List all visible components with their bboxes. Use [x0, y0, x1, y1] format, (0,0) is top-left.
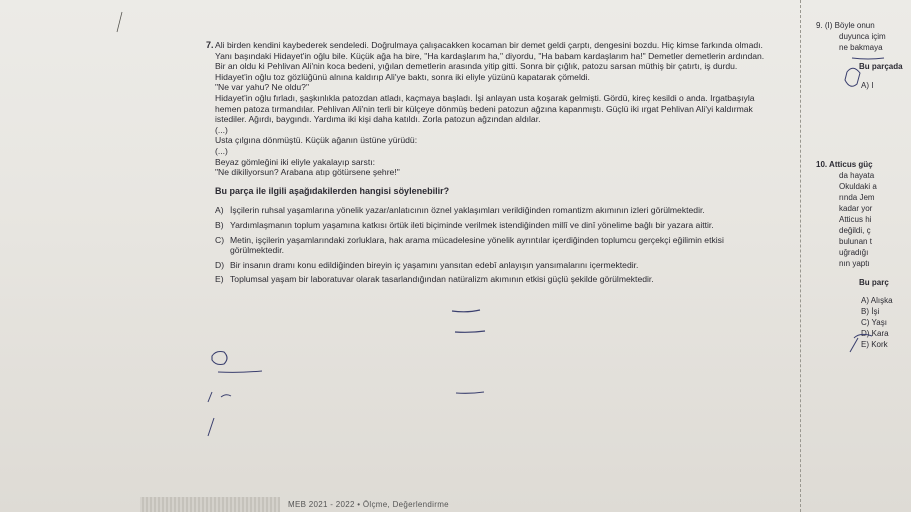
q9-stem: Bu parçada: [859, 62, 903, 71]
passage-paragraph: "Ne dikiliyorsun? Arabana atıp götürsene şehre!": [215, 167, 400, 178]
q10-line: nın yaptı: [839, 259, 870, 268]
q10-line: bulunan t: [839, 237, 872, 246]
option-text: Yardımlaşmanın toplum yaşamına katkısı örtük ileti biçiminde verilmek istendiğinden millî ve dinî yönelime bağlı bir yazara aittir.: [230, 219, 714, 230]
option-letter: B): [215, 219, 224, 230]
q10-line: kadar yor: [839, 204, 873, 213]
q9-line: ne bakmaya: [839, 43, 883, 52]
q10-line: rında Jem: [839, 193, 875, 202]
q10-line: 10. Atticus güç: [816, 160, 873, 169]
q10-line: da hayata: [839, 171, 875, 180]
option-d[interactable]: [215, 260, 770, 271]
q10-stem: Bu parç: [859, 278, 889, 287]
option-letter: A): [215, 205, 224, 216]
q10-line: Okuldaki a: [839, 182, 877, 191]
passage-paragraph: "Ne var yahu? Ne oldu?": [215, 82, 310, 93]
question-number: 7.: [206, 40, 214, 50]
option-letter: E): [215, 274, 224, 285]
q10-option-a[interactable]: A) Alışka: [861, 296, 893, 305]
column-divider: [800, 0, 801, 512]
option-c[interactable]: [215, 235, 770, 256]
option-text: Toplumsal yaşam bir laboratuvar olarak tasarlandığından natüralizm akımının etkisi güçlü şekilde görülmektedir.: [230, 274, 654, 285]
q10-line: Atticus hi: [839, 215, 872, 224]
q9-option[interactable]: A) I: [861, 81, 874, 90]
option-a[interactable]: [215, 205, 770, 216]
barcode-strip: [140, 497, 280, 512]
q10-option-e[interactable]: E) Kork: [861, 340, 888, 349]
option-letter: C): [215, 234, 225, 245]
passage-paragraph: Hidayet'in oğlu fırladı, şaşkınlıkla patozdan atladı, kaçmaya başladı. İşi anlayan usta koşarak gelmişti. Gördü, kireç kesildi o anda. Irgatbaşıyla hemen patoza tırmandılar. Pehlivan Ali'nin terli bir külçeye dönmüş bedeni patozun ağzına kapanmıştı. Güçlü iki ırgat Pehlivan Ali'yi kaldırmak istediler. Ağırdı, baygındı. Yardıma iki kişi daha katıldı. Zorla patozun ağzından aldılar.: [215, 92, 755, 125]
passage-paragraph: Ali birden kendini kaybederek sendeledi. Doğrulmaya çalışacakken kocaman bir demet geldi çarptı, dengesini bozdu. Hiç kimse farkında olmadı. Yanı başındaki Hidayet'in oğlu bile. Küçük ağa ha bire, "Ha kardaşlarım ha," diyordu, "Ha babam kardaşlarım ha!" Demetler demetlerin ardından. Bir an oldu ki Pehlivan Ali'nin koca bedeni, yığılan demetlerin arasında yitip gitti. Sonra bir çığlık, patozu sarsan müthiş bir çatırtı, iş durdu. Hidayet'in oğlu toz gözlüğünü alnına kaldırıp Ali'ye baktı, sonra iki eliyle yüzünü kapatarak çömeldi.: [215, 40, 765, 82]
option-text: Metin, işçilerin yaşamlarındaki zorluklara, hak arama mücadelesine yönelik ayrıntılar içerdiğinden toplumcu gerçekçi eğilimin etkisi görülmektedir.: [230, 234, 724, 256]
option-text: Bir insanın dramı konu edildiğinden bireyin iç yaşamını yansıtan edebî anlayışın yansımalarını içermektedir.: [230, 259, 639, 270]
option-e[interactable]: [215, 274, 770, 285]
q10-option-c[interactable]: C) Yaşı: [861, 318, 887, 327]
option-text: İşçilerin ruhsal yaşamlarına yönelik yazar/anlatıcının öznel yaklaşımları verildiğinden romantizm akımının izleri görülmektedir.: [230, 205, 705, 216]
option-letter: D): [215, 259, 225, 270]
passage-paragraph: (...): [215, 124, 228, 135]
q10-line: değildi, ç: [839, 226, 871, 235]
q10-line: uğradığı: [839, 248, 869, 257]
passage-paragraph: Beyaz gömleğini iki eliyle yakalayıp sarstı:: [215, 156, 376, 167]
passage-paragraph: (...): [215, 145, 228, 156]
answer-options: [215, 205, 770, 285]
q9-line: 9. (I) Böyle onun: [816, 21, 875, 30]
passage-paragraph: Usta çılgına dönmüştü. Küçük ağanın üstüne yürüdü:: [215, 135, 418, 146]
page-footer: MEB 2021 - 2022 • Ölçme, Değerlendirme: [288, 500, 449, 509]
q9-line: duyunca içim: [839, 32, 886, 41]
right-column: [814, 0, 911, 512]
option-b[interactable]: [215, 220, 770, 231]
q10-option-b[interactable]: B) İşi: [861, 307, 880, 316]
question-stem: Bu parça ile ilgili aşağıdakilerden hangisi söylenebilir?: [215, 185, 450, 196]
q10-option-d[interactable]: D) Kara: [861, 329, 889, 338]
question-7: [215, 40, 770, 289]
